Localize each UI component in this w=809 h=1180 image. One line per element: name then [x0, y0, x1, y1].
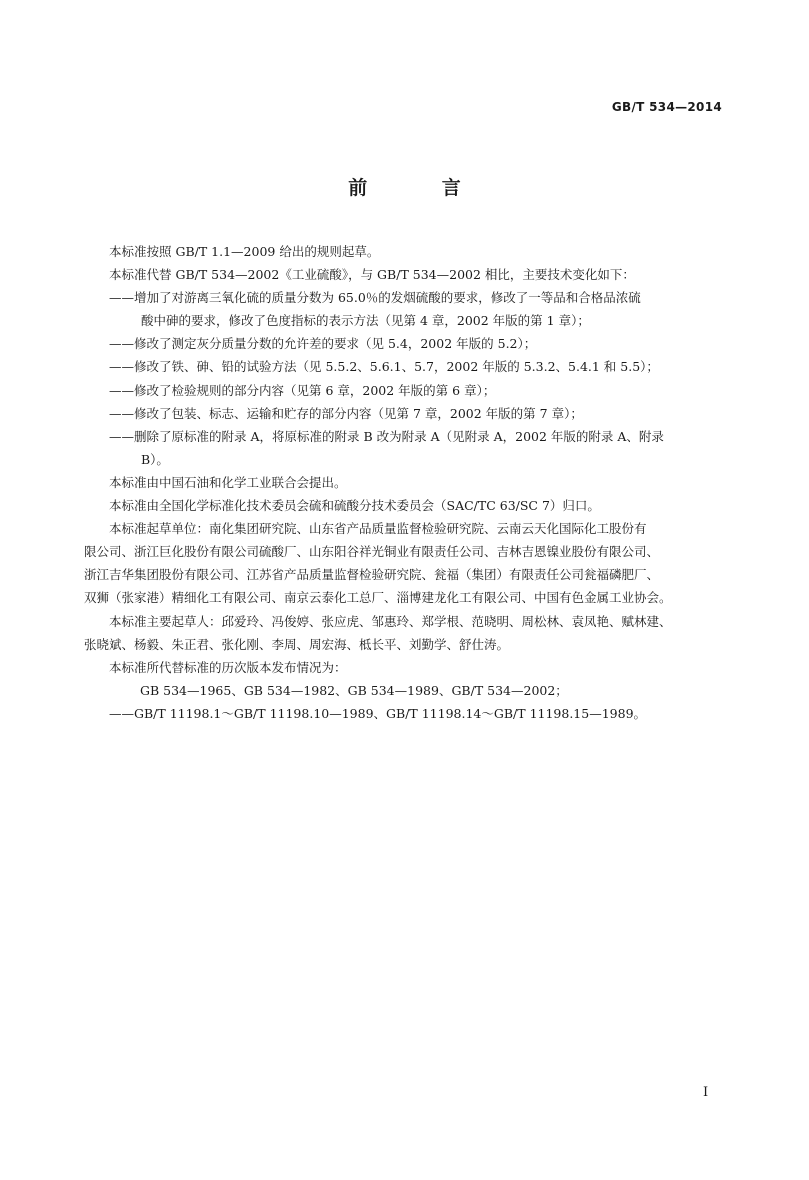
drafting-units-continuation: 双狮（张家港）精细化工有限公司、南京云泰化工总厂、淄博建龙化工有限公司、中国有色金属工业协会。 — [84, 590, 672, 606]
text-line: 本标准所代替标准的历次版本发布情况为： — [109, 659, 347, 675]
text-line: 本标准按照 GB/T 1.1—2009 给出的规则起草。 — [109, 244, 380, 259]
drafters: 本标准主要起草人：邱爱玲、冯俊婷、张应虎、邹惠玲、郑学根、范晓明、周松林、袁凤艳、赋林建、 — [109, 613, 672, 629]
change-item: ——删除了原标准的附录 A，将原标准的附录 B 改为附录 A（见附录 A，2002 年版的附录 A、附录 — [109, 428, 664, 444]
text-line: 本标准代替 GB/T 534—2002《工业硫酸》，与 GB/T 534—2002 相比，主要技术变化如下： — [109, 267, 635, 283]
change-item: ——修改了包装、标志、运输和贮存的部分内容（见第 7 章，2002 年版的第 7 章）； — [109, 405, 583, 421]
page-number: I — [703, 1085, 709, 1100]
page-title: 前 言 — [348, 177, 495, 199]
text-line: 本标准由全国化学标准化技术委员会硫和硫酸分技术委员会（SAC/TC 63/SC 7）归口。 — [109, 498, 600, 514]
change-item: ——修改了铁、砷、铅的试验方法（见 5.5.2、5.6.1、5.7，2002 年版的 5.3.2、5.4.1 和 5.5）； — [109, 359, 659, 375]
drafting-units-continuation: 限公司、浙江巨化股份有限公司硫酸厂、山东阳谷祥光铜业有限责任公司、吉林吉恩镍业股份有限公司、 — [84, 544, 660, 560]
foreword-body — [84, 240, 744, 725]
drafting-units-continuation: 浙江吉华集团股份有限公司、江苏省产品质量监督检验研究院、瓮福（集团）有限责任公司瓮福磷肥厂、 — [84, 567, 660, 583]
change-item: ——增加了对游离三氧化硫的质量分数为 65.0％的发烟硫酸的要求，修改了一等品和合格品浓硫 — [109, 290, 641, 306]
drafting-units: 本标准起草单位：南化集团研究院、山东省产品质量监督检验研究院、云南云天化国际化工股份有 — [109, 521, 647, 537]
previous-edition-item: ——GB/T 11198.1～GB/T 11198.10—1989、GB/T 11198.14～GB/T 11198.15—1989。 — [109, 705, 647, 721]
drafters-continuation: 张晓斌、杨毅、朱正君、张化刚、李周、周宏海、柢长平、刘勤学、舒仕涛。 — [84, 636, 510, 652]
previous-edition-item: GB 534—1965、GB 534—1982、GB 534—1989、GB/T 534—2002； — [140, 682, 568, 698]
standard-number: GB/T 534—2014 — [611, 100, 722, 114]
change-item-continuation: 酸中砷的要求，修改了色度指标的表示方法（见第 4 章，2002 年版的第 1 章）； — [141, 313, 590, 329]
change-item: ——修改了检验规则的部分内容（见第 6 章，2002 年版的第 6 章）； — [109, 382, 496, 398]
change-item: ——修改了测定灰分质量分数的允许差的要求（见 5.4，2002 年版的 5.2）； — [109, 336, 537, 352]
change-item-continuation: B）。 — [141, 451, 169, 467]
text-line: 本标准由中国石油和化学工业联合会提出。 — [109, 474, 347, 490]
